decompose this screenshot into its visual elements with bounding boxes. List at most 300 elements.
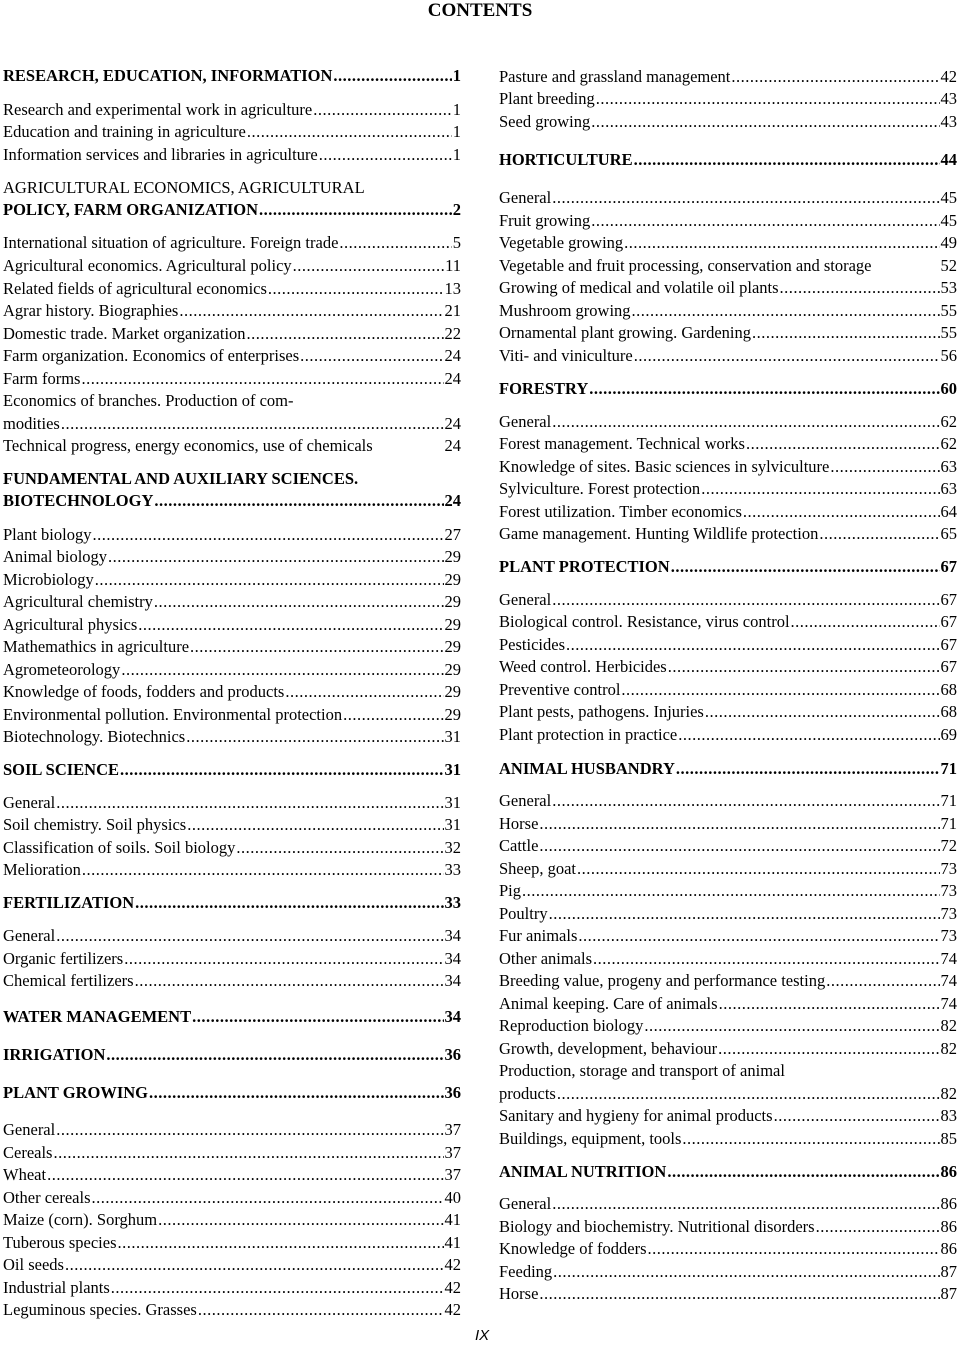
toc-entry[interactable] bbox=[3, 145, 461, 167]
toc-entry[interactable] bbox=[3, 122, 461, 144]
toc-entry-label: Technical progress, energy economics, use of chemicals bbox=[3, 436, 373, 455]
toc-leader-dots bbox=[678, 725, 939, 745]
toc-leader-dots bbox=[236, 838, 443, 858]
toc-heading-line: Production, storage and transport of animal bbox=[499, 1061, 785, 1080]
toc-entry-page: 1 bbox=[452, 145, 461, 164]
toc-entry-label: Other animals bbox=[499, 949, 593, 968]
toc-entry[interactable] bbox=[3, 324, 461, 346]
toc-entry[interactable] bbox=[499, 1129, 957, 1151]
toc-entry[interactable] bbox=[3, 570, 461, 592]
toc-entry[interactable] bbox=[3, 436, 461, 458]
toc-leader-dots bbox=[121, 660, 443, 680]
toc-entry[interactable] bbox=[499, 702, 957, 724]
toc-leader-dots bbox=[539, 836, 939, 856]
toc-entry-page: 74 bbox=[940, 994, 957, 1013]
toc-entry[interactable] bbox=[499, 904, 957, 926]
toc-entry[interactable] bbox=[499, 791, 957, 813]
toc-leader-dots bbox=[648, 1239, 940, 1259]
toc-leader-dots bbox=[752, 323, 939, 343]
toc-entry[interactable] bbox=[499, 323, 957, 345]
toc-entry[interactable] bbox=[3, 1300, 461, 1322]
toc-entry-page: 45 bbox=[940, 211, 957, 230]
toc-entry[interactable] bbox=[3, 1233, 461, 1255]
toc-leader-dots bbox=[552, 188, 939, 208]
toc-entry-page: 24 bbox=[444, 414, 461, 433]
toc-leader-dots bbox=[138, 615, 443, 635]
toc-entry-page: 52 bbox=[940, 256, 957, 275]
toc-entry-page: 1 bbox=[452, 66, 461, 85]
toc-leader-dots bbox=[621, 680, 939, 700]
toc-leader-dots bbox=[826, 971, 939, 991]
toc-entry-label: Classification of soils. Soil biology bbox=[3, 838, 236, 857]
toc-entry-label: Soil chemistry. Soil physics bbox=[3, 815, 187, 834]
toc-entry[interactable] bbox=[3, 1165, 461, 1187]
toc-entry[interactable] bbox=[499, 211, 957, 233]
toc-entry[interactable] bbox=[3, 637, 461, 659]
toc-entry-page: 68 bbox=[940, 680, 957, 699]
toc-entry[interactable] bbox=[499, 1106, 957, 1128]
toc-entry[interactable] bbox=[3, 1143, 461, 1165]
toc-entry-label: Tuberous species bbox=[3, 1233, 117, 1252]
toc-entry-label: Buildings, equipment, tools bbox=[499, 1129, 682, 1148]
toc-leader-dots bbox=[830, 457, 939, 477]
toc-entry-page: 86 bbox=[940, 1162, 957, 1181]
toc-entry-page: 29 bbox=[444, 615, 461, 634]
toc-entry-page: 67 bbox=[940, 590, 957, 609]
toc-section-entry[interactable] bbox=[499, 1162, 957, 1184]
toc-entry[interactable] bbox=[3, 949, 461, 971]
toc-leader-dots bbox=[552, 412, 939, 432]
toc-entry-page: 73 bbox=[940, 926, 957, 945]
toc-entry[interactable] bbox=[499, 1284, 957, 1306]
toc-entry-label: Plant protection in practice bbox=[499, 725, 678, 744]
toc-entry-label: Agricultural physics bbox=[3, 615, 138, 634]
toc-leader-dots bbox=[634, 346, 940, 366]
toc-leader-dots bbox=[343, 705, 443, 725]
toc-entry[interactable] bbox=[3, 682, 461, 704]
toc-entry-label: Reproduction biology bbox=[499, 1016, 644, 1035]
toc-entry-label: HORTICULTURE bbox=[499, 150, 633, 169]
toc-entry[interactable] bbox=[499, 859, 957, 881]
toc-entry[interactable] bbox=[499, 1039, 957, 1061]
toc-entry-page: 68 bbox=[940, 702, 957, 721]
toc-entry-label: Farm forms bbox=[3, 369, 81, 388]
toc-entry-label: Sylviculture. Forest protection bbox=[499, 479, 701, 498]
toc-entry-label: Horse bbox=[499, 814, 539, 833]
toc-entry-label: products bbox=[499, 1084, 556, 1103]
toc-leader-dots bbox=[593, 949, 939, 969]
toc-entry-page: 71 bbox=[940, 814, 957, 833]
toc-entry-page: 24 bbox=[444, 346, 461, 365]
toc-entry[interactable] bbox=[3, 615, 461, 637]
toc-leader-dots bbox=[65, 1255, 444, 1275]
toc-entry[interactable] bbox=[499, 524, 957, 546]
toc-entry[interactable] bbox=[3, 256, 461, 278]
toc-section-entry[interactable] bbox=[3, 200, 461, 222]
toc-entry[interactable] bbox=[499, 1217, 957, 1239]
toc-leader-dots bbox=[557, 1084, 940, 1104]
toc-leader-dots bbox=[676, 759, 940, 779]
toc-entry[interactable] bbox=[3, 860, 461, 882]
toc-entry-label: General bbox=[3, 926, 56, 945]
toc-entry-page: 42 bbox=[444, 1278, 461, 1297]
toc-leader-dots bbox=[671, 557, 940, 577]
toc-entry-page: 29 bbox=[444, 637, 461, 656]
toc-entry-label: Vegetable and fruit processing, conservation and storage bbox=[499, 256, 872, 275]
toc-entry[interactable] bbox=[499, 881, 957, 903]
toc-leader-dots bbox=[56, 793, 443, 813]
toc-entry-label: Biological control. Resistance, virus control bbox=[499, 612, 790, 631]
toc-entry-label: Melioration bbox=[3, 860, 81, 879]
toc-entry-page: 67 bbox=[940, 557, 957, 576]
toc-entry-label: Knowledge of foods, fodders and products bbox=[3, 682, 285, 701]
toc-entry[interactable] bbox=[3, 369, 461, 391]
toc-leader-dots bbox=[190, 637, 443, 657]
toc-entry-page: 64 bbox=[940, 502, 957, 521]
toc-entry[interactable] bbox=[499, 814, 957, 836]
toc-entry[interactable] bbox=[499, 612, 957, 634]
toc-entry[interactable] bbox=[3, 279, 461, 301]
toc-entry[interactable] bbox=[3, 926, 461, 948]
toc-section-entry[interactable] bbox=[3, 66, 461, 88]
toc-section-entry[interactable] bbox=[499, 379, 957, 401]
page-number: IX bbox=[475, 1327, 490, 1344]
toc-leader-dots bbox=[149, 1083, 443, 1103]
toc-leader-dots bbox=[701, 479, 939, 499]
toc-entry-page: 34 bbox=[444, 1007, 461, 1026]
toc-entry-page: 71 bbox=[940, 759, 957, 778]
toc-entry[interactable] bbox=[499, 1262, 957, 1284]
toc-entry[interactable] bbox=[499, 256, 957, 278]
toc-heading-line: FUNDAMENTAL AND AUXILIARY SCIENCES. bbox=[3, 469, 359, 488]
toc-entry-label: Domestic trade. Market organization bbox=[3, 324, 246, 343]
toc-leader-dots bbox=[522, 881, 939, 901]
toc-entry[interactable] bbox=[3, 1278, 461, 1300]
toc-entry-label: Animal keeping. Care of animals bbox=[499, 994, 718, 1013]
toc-entry[interactable] bbox=[499, 457, 957, 479]
toc-entry-page: 42 bbox=[444, 1255, 461, 1274]
toc-entry-label: Weed control. Herbicides bbox=[499, 657, 667, 676]
toc-leader-dots bbox=[552, 1194, 939, 1214]
toc-leader-dots bbox=[247, 122, 452, 142]
toc-entry-page: 83 bbox=[940, 1106, 957, 1125]
toc-leader-dots bbox=[746, 434, 940, 454]
toc-entry-label: PLANT PROTECTION bbox=[499, 557, 670, 576]
toc-entry[interactable] bbox=[3, 414, 461, 436]
toc-entry-page: 36 bbox=[444, 1083, 461, 1102]
toc-entry-page: 41 bbox=[444, 1210, 461, 1229]
toc-entry[interactable] bbox=[499, 346, 957, 368]
toc-entry-label: Animal biology bbox=[3, 547, 108, 566]
toc-entry-page: 63 bbox=[940, 457, 957, 476]
toc-entry-label: Agrometeorology bbox=[3, 660, 121, 679]
toc-entry-page: 42 bbox=[940, 67, 957, 86]
toc-entry-page: 55 bbox=[940, 301, 957, 320]
toc-entry-label: Biotechnology. Biotechnics bbox=[3, 727, 186, 746]
toc-entry-page: 31 bbox=[444, 760, 461, 779]
toc-entry-label: RESEARCH, EDUCATION, INFORMATION bbox=[3, 66, 333, 85]
toc-entry-label: Agricultural chemistry bbox=[3, 592, 153, 611]
toc-entry-page: 82 bbox=[940, 1084, 957, 1103]
toc-entry-page: 73 bbox=[940, 881, 957, 900]
toc-leader-dots bbox=[578, 926, 939, 946]
toc-entry-label: Chemical fertilizers bbox=[3, 971, 134, 990]
toc-entry-label: Mathemathics in agriculture bbox=[3, 637, 190, 656]
toc-entry[interactable] bbox=[499, 479, 957, 501]
toc-entry-page: 33 bbox=[444, 860, 461, 879]
toc-section-entry[interactable] bbox=[3, 1083, 461, 1105]
toc-entry[interactable] bbox=[3, 815, 461, 837]
toc-leader-dots bbox=[553, 1262, 939, 1282]
toc-leader-dots bbox=[106, 1045, 443, 1065]
toc-leader-dots bbox=[313, 100, 452, 120]
toc-entry-label: BIOTECHNOLOGY bbox=[3, 491, 154, 510]
toc-leader-dots bbox=[552, 590, 939, 610]
toc-entry[interactable] bbox=[499, 233, 957, 255]
toc-leader-dots bbox=[56, 1120, 443, 1140]
toc-entry[interactable] bbox=[3, 793, 461, 815]
toc-entry[interactable] bbox=[3, 547, 461, 569]
toc-leader-dots bbox=[95, 570, 444, 590]
toc-entry[interactable] bbox=[499, 412, 957, 434]
toc-entry[interactable] bbox=[499, 278, 957, 300]
toc-entry-label: IRRIGATION bbox=[3, 1045, 106, 1064]
toc-entry-page: 2 bbox=[452, 200, 461, 219]
toc-entry-page: 45 bbox=[940, 188, 957, 207]
toc-entry-page: 82 bbox=[940, 1039, 957, 1058]
toc-entry[interactable] bbox=[499, 67, 957, 89]
toc-entry-label: Biology and biochemistry. Nutritional disorders bbox=[499, 1217, 815, 1236]
toc-entry[interactable] bbox=[3, 838, 461, 860]
toc-section-entry[interactable] bbox=[499, 759, 957, 781]
toc-leader-dots bbox=[577, 859, 940, 879]
toc-entry[interactable] bbox=[499, 434, 957, 456]
toc-leader-dots bbox=[718, 1039, 939, 1059]
toc-entry[interactable] bbox=[3, 971, 461, 993]
toc-entry-page: 74 bbox=[940, 949, 957, 968]
toc-leader-dots bbox=[293, 256, 444, 276]
toc-leader-dots bbox=[135, 893, 443, 913]
toc-entry[interactable] bbox=[499, 1084, 957, 1106]
toc-entry-label: Mushroom growing bbox=[499, 301, 631, 320]
toc-entry-page: 37 bbox=[444, 1120, 461, 1139]
toc-entry-page: 60 bbox=[940, 379, 957, 398]
toc-entry[interactable] bbox=[3, 100, 461, 122]
toc-entry[interactable] bbox=[499, 635, 957, 657]
toc-entry-page: 24 bbox=[444, 436, 461, 455]
toc-entry-label: modities bbox=[3, 414, 60, 433]
toc-entry[interactable] bbox=[499, 1016, 957, 1038]
toc-leader-dots bbox=[118, 1233, 444, 1253]
toc-leader-dots bbox=[819, 524, 939, 544]
toc-leader-dots bbox=[816, 1217, 940, 1237]
toc-leader-dots bbox=[705, 702, 940, 722]
toc-entry-page: 73 bbox=[940, 859, 957, 878]
toc-leader-dots bbox=[549, 904, 940, 924]
toc-leader-dots bbox=[791, 612, 940, 632]
toc-entry-label: Microbiology bbox=[3, 570, 94, 589]
toc-entry[interactable] bbox=[499, 112, 957, 134]
toc-entry-label: Breeding value, progeny and performance testing bbox=[499, 971, 826, 990]
toc-entry-page: 67 bbox=[940, 657, 957, 676]
toc-entry-label: ANIMAL HUSBANDRY bbox=[499, 759, 675, 778]
toc-entry-page: 29 bbox=[444, 547, 461, 566]
toc-entry-label: SOIL SCIENCE bbox=[3, 760, 120, 779]
toc-section-entry[interactable] bbox=[3, 893, 461, 915]
toc-entry-label: PLANT GROWING bbox=[3, 1083, 149, 1102]
toc-section-entry[interactable] bbox=[3, 1045, 461, 1067]
toc-entry-label: Oil seeds bbox=[3, 1255, 64, 1274]
toc-entry-page: 55 bbox=[940, 323, 957, 342]
toc-entry-page: 86 bbox=[940, 1194, 957, 1213]
toc-entry-page: 33 bbox=[444, 893, 461, 912]
toc-entry-page: 29 bbox=[444, 570, 461, 589]
toc-entry[interactable] bbox=[3, 1188, 461, 1210]
toc-entry-page: 44 bbox=[940, 150, 957, 169]
toc-entry-page: 29 bbox=[444, 660, 461, 679]
toc-entry[interactable] bbox=[499, 949, 957, 971]
toc-leader-dots bbox=[634, 150, 940, 170]
toc-entry-page: 29 bbox=[444, 592, 461, 611]
toc-entry[interactable] bbox=[499, 89, 957, 111]
toc-entry-page: 56 bbox=[940, 346, 957, 365]
toc-entry[interactable] bbox=[3, 1210, 461, 1232]
toc-entry[interactable] bbox=[499, 926, 957, 948]
toc-entry-label: Plant pests, pathogens. Injuries bbox=[499, 702, 704, 721]
toc-entry[interactable] bbox=[3, 346, 461, 368]
toc-leader-dots bbox=[124, 949, 443, 969]
toc-entry-page: 87 bbox=[940, 1262, 957, 1281]
toc-entry[interactable] bbox=[499, 188, 957, 210]
toc-entry[interactable] bbox=[3, 301, 461, 323]
toc-leader-dots bbox=[186, 727, 443, 747]
toc-entry[interactable] bbox=[3, 1120, 461, 1142]
toc-leader-dots bbox=[154, 491, 443, 511]
toc-entry-label: Viti- and viniculture bbox=[499, 346, 633, 365]
toc-leader-dots bbox=[596, 89, 940, 109]
toc-entry-page: 42 bbox=[444, 1300, 461, 1319]
toc-leader-dots bbox=[158, 1210, 443, 1230]
toc-leader-dots bbox=[644, 1016, 939, 1036]
toc-entry[interactable] bbox=[3, 1255, 461, 1277]
toc-entry-page: 24 bbox=[444, 369, 461, 388]
toc-entry-label: Preventive control bbox=[499, 680, 621, 699]
toc-entry-page: 67 bbox=[940, 612, 957, 631]
toc-section-entry[interactable] bbox=[3, 491, 461, 513]
toc-entry-label: Fur animals bbox=[499, 926, 578, 945]
toc-entry-page: 34 bbox=[444, 926, 461, 945]
toc-entry-page: 31 bbox=[444, 793, 461, 812]
toc-entry-label: Leguminous species. Grasses bbox=[3, 1300, 197, 1319]
toc-entry-page: 41 bbox=[444, 1233, 461, 1252]
toc-entry[interactable] bbox=[499, 994, 957, 1016]
toc-heading-line: AGRICULTURAL ECONOMICS, AGRICULTURAL bbox=[3, 178, 365, 197]
toc-entry-page: 87 bbox=[940, 1284, 957, 1303]
toc-entry-page: 37 bbox=[444, 1143, 461, 1162]
toc-entry[interactable] bbox=[499, 836, 957, 858]
toc-leader-dots bbox=[53, 1143, 443, 1163]
toc-entry-page: 37 bbox=[444, 1165, 461, 1184]
toc-section-entry[interactable] bbox=[3, 1007, 461, 1029]
toc-section-entry[interactable] bbox=[499, 557, 957, 579]
toc-leader-dots bbox=[187, 815, 443, 835]
toc-entry[interactable] bbox=[3, 592, 461, 614]
toc-entry-page: 31 bbox=[444, 727, 461, 746]
toc-entry-label: Information services and libraries in agriculture bbox=[3, 145, 318, 164]
toc-entry[interactable] bbox=[499, 1194, 957, 1216]
toc-entry-page: 74 bbox=[940, 971, 957, 990]
toc-leader-dots bbox=[624, 233, 939, 253]
toc-entry-label: Cattle bbox=[499, 836, 539, 855]
toc-entry-page: 34 bbox=[444, 971, 461, 990]
toc-leader-dots bbox=[92, 525, 443, 545]
toc-leader-dots bbox=[135, 971, 444, 991]
toc-entry-page: 69 bbox=[940, 725, 957, 744]
toc-entry-page: 32 bbox=[444, 838, 461, 857]
toc-section-entry[interactable] bbox=[3, 760, 461, 782]
toc-entry[interactable] bbox=[3, 233, 461, 255]
toc-heading-line: Economics of branches. Production of com- bbox=[3, 391, 294, 410]
toc-entry-label: Feeding bbox=[499, 1262, 553, 1281]
toc-entry-page: 73 bbox=[940, 904, 957, 923]
toc-leader-dots bbox=[61, 414, 444, 434]
toc-entry-page: 29 bbox=[444, 682, 461, 701]
toc-entry[interactable] bbox=[499, 502, 957, 524]
toc-entry-page: 43 bbox=[940, 89, 957, 108]
toc-entry[interactable] bbox=[499, 1239, 957, 1261]
toc-entry-label: WATER MANAGEMENT bbox=[3, 1007, 192, 1026]
toc-leader-dots bbox=[81, 369, 443, 389]
toc-leader-dots bbox=[780, 278, 940, 298]
toc-section-entry[interactable] bbox=[499, 150, 957, 172]
toc-entry-page: 31 bbox=[444, 815, 461, 834]
toc-entry-page: 29 bbox=[444, 705, 461, 724]
toc-entry[interactable] bbox=[499, 590, 957, 612]
toc-entry[interactable] bbox=[499, 680, 957, 702]
toc-entry-label: Sheep, goat bbox=[499, 859, 576, 878]
toc-entry[interactable] bbox=[499, 725, 957, 747]
toc-entry[interactable] bbox=[3, 727, 461, 749]
toc-entry-label: ANIMAL NUTRITION bbox=[499, 1162, 667, 1181]
toc-leader-dots bbox=[192, 1007, 443, 1027]
toc-entry-label: Related fields of agricultural economics bbox=[3, 279, 267, 298]
toc-entry[interactable] bbox=[499, 657, 957, 679]
toc-entry-label: General bbox=[499, 791, 552, 810]
toc-leader-dots bbox=[108, 547, 443, 567]
toc-leader-dots bbox=[668, 657, 940, 677]
toc-entry[interactable] bbox=[499, 971, 957, 993]
toc-leader-dots bbox=[591, 112, 939, 132]
toc-entry[interactable] bbox=[3, 525, 461, 547]
toc-entry-label: Growth, development, behaviour bbox=[499, 1039, 718, 1058]
toc-entry-label: Seed growing bbox=[499, 112, 591, 131]
toc-entry[interactable] bbox=[3, 660, 461, 682]
toc-entry-page: 49 bbox=[940, 233, 957, 252]
toc-entry-label: General bbox=[3, 793, 56, 812]
toc-entry-label: Horse bbox=[499, 1284, 539, 1303]
toc-entry-label: General bbox=[499, 188, 552, 207]
toc-entry-label: Vegetable growing bbox=[499, 233, 624, 252]
toc-entry-page: 71 bbox=[940, 791, 957, 810]
toc-entry-label: Environmental pollution. Environmental protection bbox=[3, 705, 343, 724]
toc-entry-label: Wheat bbox=[3, 1165, 47, 1184]
toc-entry[interactable] bbox=[499, 301, 957, 323]
toc-entry[interactable] bbox=[3, 705, 461, 727]
toc-leader-dots bbox=[47, 1165, 443, 1185]
toc-entry-page: 36 bbox=[444, 1045, 461, 1064]
toc-entry-label: Growing of medical and volatile oil plants bbox=[499, 278, 779, 297]
toc-entry-page: 34 bbox=[444, 949, 461, 968]
